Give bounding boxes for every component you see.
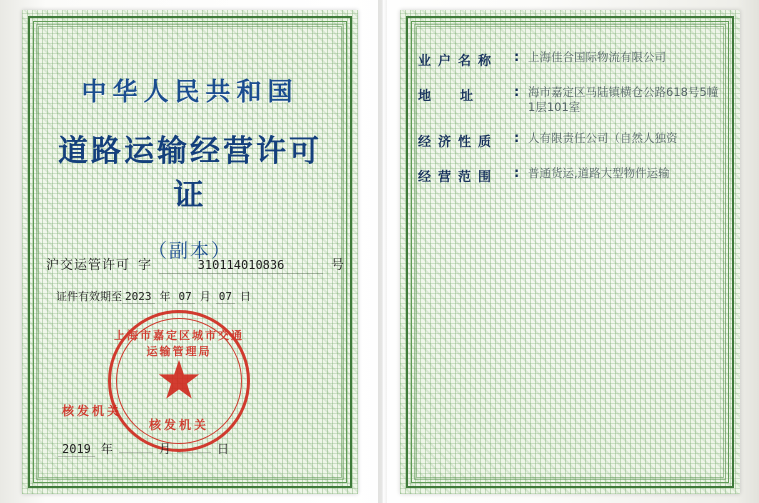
field-colon: : (514, 50, 520, 65)
official-seal (108, 310, 250, 452)
field-label: 业户名称 (418, 54, 499, 69)
issue-month-blank (119, 452, 153, 453)
seal-star-icon (157, 358, 201, 402)
license-left-page (22, 10, 358, 494)
validity-month-unit: 月 (199, 290, 211, 303)
page-fold (378, 0, 387, 503)
license-number-row (46, 254, 344, 274)
field-label: 经营范围 (418, 170, 499, 185)
field-label: 经济性质 (418, 135, 499, 150)
issue-year: 2019 (58, 442, 95, 457)
issue-day-blank (177, 452, 211, 453)
validity-year: 2023 (122, 290, 155, 304)
validity-row (56, 288, 330, 304)
field-colon: : (514, 85, 520, 100)
validity-day: 07 (216, 290, 235, 304)
field-business-scope (418, 166, 722, 185)
issue-month-unit: 月 (158, 442, 171, 456)
issuer-label: 核发机关 (62, 404, 123, 418)
field-colon: : (514, 131, 520, 146)
field-value: 海市嘉定区马陆镇横仓公路618号5幢1层101室 (528, 85, 719, 114)
info-field-list (418, 50, 722, 201)
field-value: 上海佳合国际物流有限公司 (528, 50, 666, 64)
validity-month: 07 (176, 290, 195, 304)
license-number-hao-label: 号 (330, 258, 344, 273)
license-number-prefix-label: 沪交运管许可 (46, 258, 131, 273)
copy-label: （副本） (147, 240, 232, 262)
seal-arc-bottom-text: 核发机关 (148, 418, 209, 432)
seal-arc-top-text: 上海市嘉定区城市交通运输管理局 (114, 329, 244, 358)
license-right-page (400, 10, 740, 494)
issue-day-unit: 日 (216, 442, 229, 456)
field-label: 地 址 (418, 89, 475, 104)
field-value: 普通货运,道路大型物件运输 (528, 166, 670, 180)
field-colon: : (514, 166, 520, 181)
field-value: 人有限责任公司（自然人独资 (528, 131, 678, 145)
field-economic-nature (418, 131, 722, 150)
validity-label: 证件有效期至 (56, 290, 122, 303)
validity-year-unit: 年 (159, 290, 171, 303)
field-company-name (418, 50, 722, 69)
validity-day-unit: 日 (240, 290, 251, 303)
license-main-title: 道路运输经营许可证 (58, 134, 322, 213)
issue-year-unit: 年 (100, 442, 113, 456)
license-number-zi-label: 字 (138, 258, 152, 273)
license-number-value: 310114010836 (159, 258, 323, 274)
field-address (418, 85, 722, 115)
issue-date-row (58, 440, 328, 457)
country-title: 中华人民共和国 (81, 77, 299, 106)
